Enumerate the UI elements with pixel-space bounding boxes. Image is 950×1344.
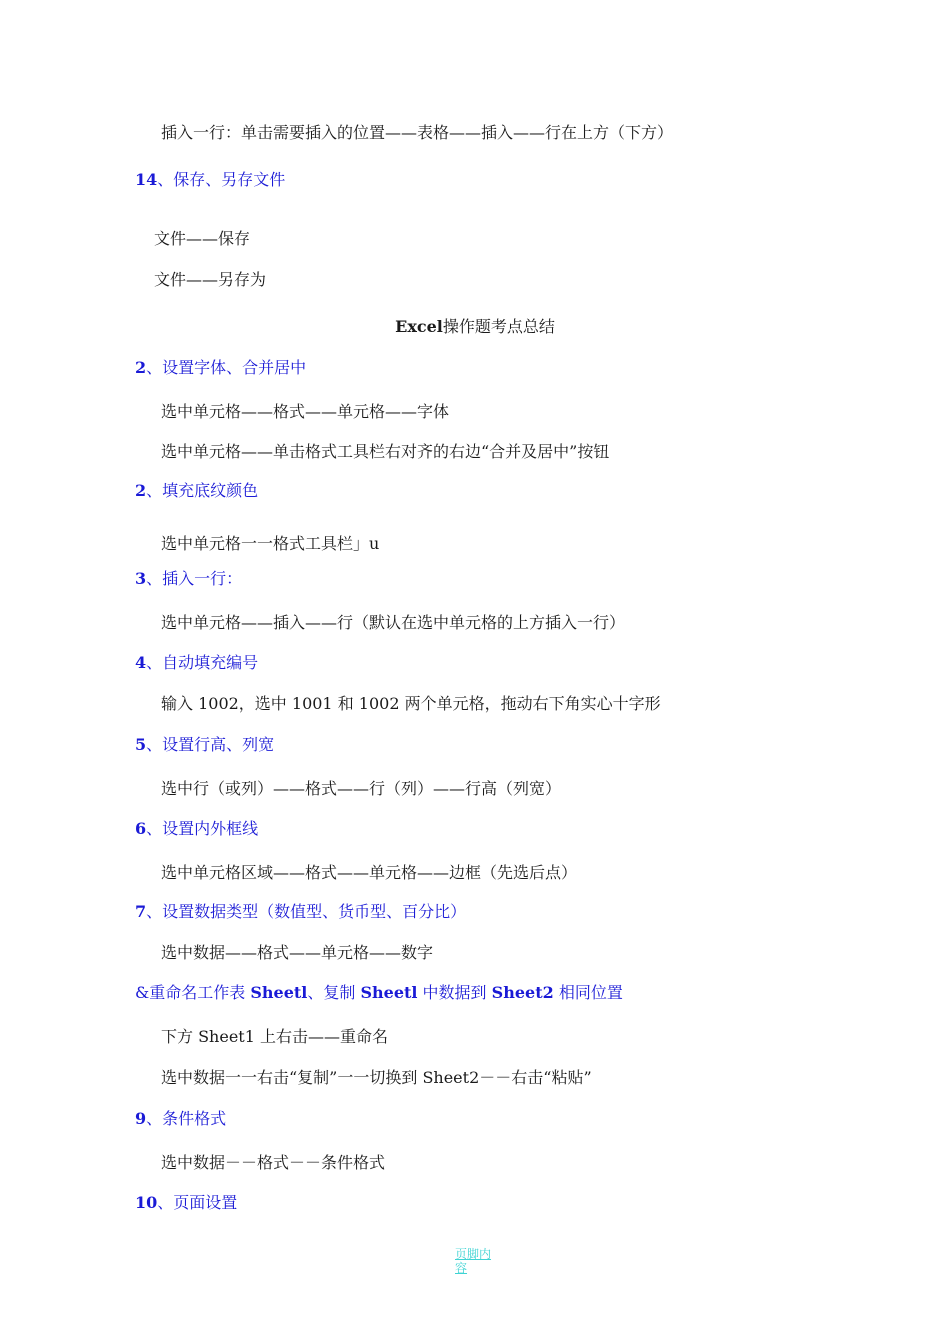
heading-text: 、设置内外框线 bbox=[146, 819, 259, 838]
sheet-name: Sheet2 bbox=[491, 983, 554, 1002]
instruction-row-height: 选中行（或列）——格式——行（列）——行高（列宽） bbox=[161, 779, 562, 798]
heading-number: 3 bbox=[135, 569, 147, 588]
instruction-borders: 选中单元格区域——格式——单元格——边框（先选后点） bbox=[161, 863, 578, 882]
instruction-merge-center: 选中单元格——单击格式工具栏右对齐的右边“合并及居中”按钮 bbox=[161, 442, 610, 461]
heading-text: 、插入一行： bbox=[146, 569, 243, 588]
heading-text: 、自动填充编号 bbox=[146, 653, 259, 672]
heading-text: 、设置字体、合并居中 bbox=[146, 358, 307, 377]
heading-text: &重命名工作表 bbox=[135, 983, 251, 1002]
heading-6 bbox=[135, 819, 258, 839]
instruction-conditional-format: 选中数据－－格式－－条件格式 bbox=[161, 1153, 386, 1172]
instruction-save: 文件——保存 bbox=[154, 229, 251, 248]
heading-5 bbox=[135, 735, 274, 755]
instruction-save-as: 文件——另存为 bbox=[154, 270, 267, 289]
instruction-insert-row-excel: 选中单元格——插入——行（默认在选中单元格的上方插入一行） bbox=[161, 613, 626, 632]
heading-number: 7 bbox=[135, 902, 147, 921]
instruction-copy-paste: 选中数据一一右击“复制”一一切换到 Sheet2－－右击“粘贴” bbox=[161, 1068, 592, 1087]
heading-text: 、设置数据类型（数值型、货币型、百分比） bbox=[146, 902, 467, 921]
heading-text: 、复制 bbox=[307, 983, 361, 1002]
heading-number: 14 bbox=[135, 170, 158, 189]
heading-2b bbox=[135, 481, 258, 501]
heading-14 bbox=[135, 170, 285, 190]
heading-number: 10 bbox=[135, 1193, 158, 1212]
heading-number: 2 bbox=[135, 481, 147, 500]
heading-number: 5 bbox=[135, 735, 147, 754]
instruction-autofill: 输入 1002，选中 1001 和 1002 两个单元格，拖动右下角实心十字形 bbox=[161, 694, 661, 713]
heading-number: 4 bbox=[135, 653, 147, 672]
heading-9 bbox=[135, 1109, 226, 1129]
heading-text: 、条件格式 bbox=[146, 1109, 227, 1128]
heading-text: 、设置行高、列宽 bbox=[146, 735, 275, 754]
heading-number: 9 bbox=[135, 1109, 147, 1128]
section-title-bold: Excel bbox=[395, 317, 443, 336]
instruction-fill: 选中单元格一一格式工具栏」u bbox=[161, 534, 380, 553]
instruction-font: 选中单元格——格式——单元格——字体 bbox=[161, 402, 450, 421]
heading-text: 、页面设置 bbox=[157, 1193, 238, 1212]
instruction-rename: 下方 Sheet1 上右击——重命名 bbox=[161, 1027, 388, 1046]
section-title-rest: 操作题考点总结 bbox=[442, 317, 555, 336]
heading-4 bbox=[135, 653, 258, 673]
heading-7 bbox=[135, 902, 466, 922]
heading-2a bbox=[135, 358, 306, 378]
heading-10 bbox=[135, 1193, 237, 1213]
section-title bbox=[0, 317, 950, 337]
page-footer: 页脚内容 bbox=[455, 1247, 492, 1275]
heading-number: 2 bbox=[135, 358, 147, 377]
heading-number: 6 bbox=[135, 819, 147, 838]
heading-text: 中数据到 bbox=[417, 983, 492, 1002]
heading-text: 相同位置 bbox=[553, 983, 623, 1002]
heading-3 bbox=[135, 569, 242, 589]
heading-text: 、保存、另存文件 bbox=[157, 170, 286, 189]
sheet-name: Sheetl bbox=[360, 983, 418, 1002]
heading-text: 、填充底纹颜色 bbox=[146, 481, 259, 500]
heading-8 bbox=[135, 983, 623, 1003]
sheet-name: Sheetl bbox=[250, 983, 308, 1002]
instruction-insert-row: 插入一行：单击需要插入的位置——表格——插入——行在上方（下方） bbox=[161, 123, 674, 142]
instruction-number-format: 选中数据——格式——单元格——数字 bbox=[161, 943, 434, 962]
